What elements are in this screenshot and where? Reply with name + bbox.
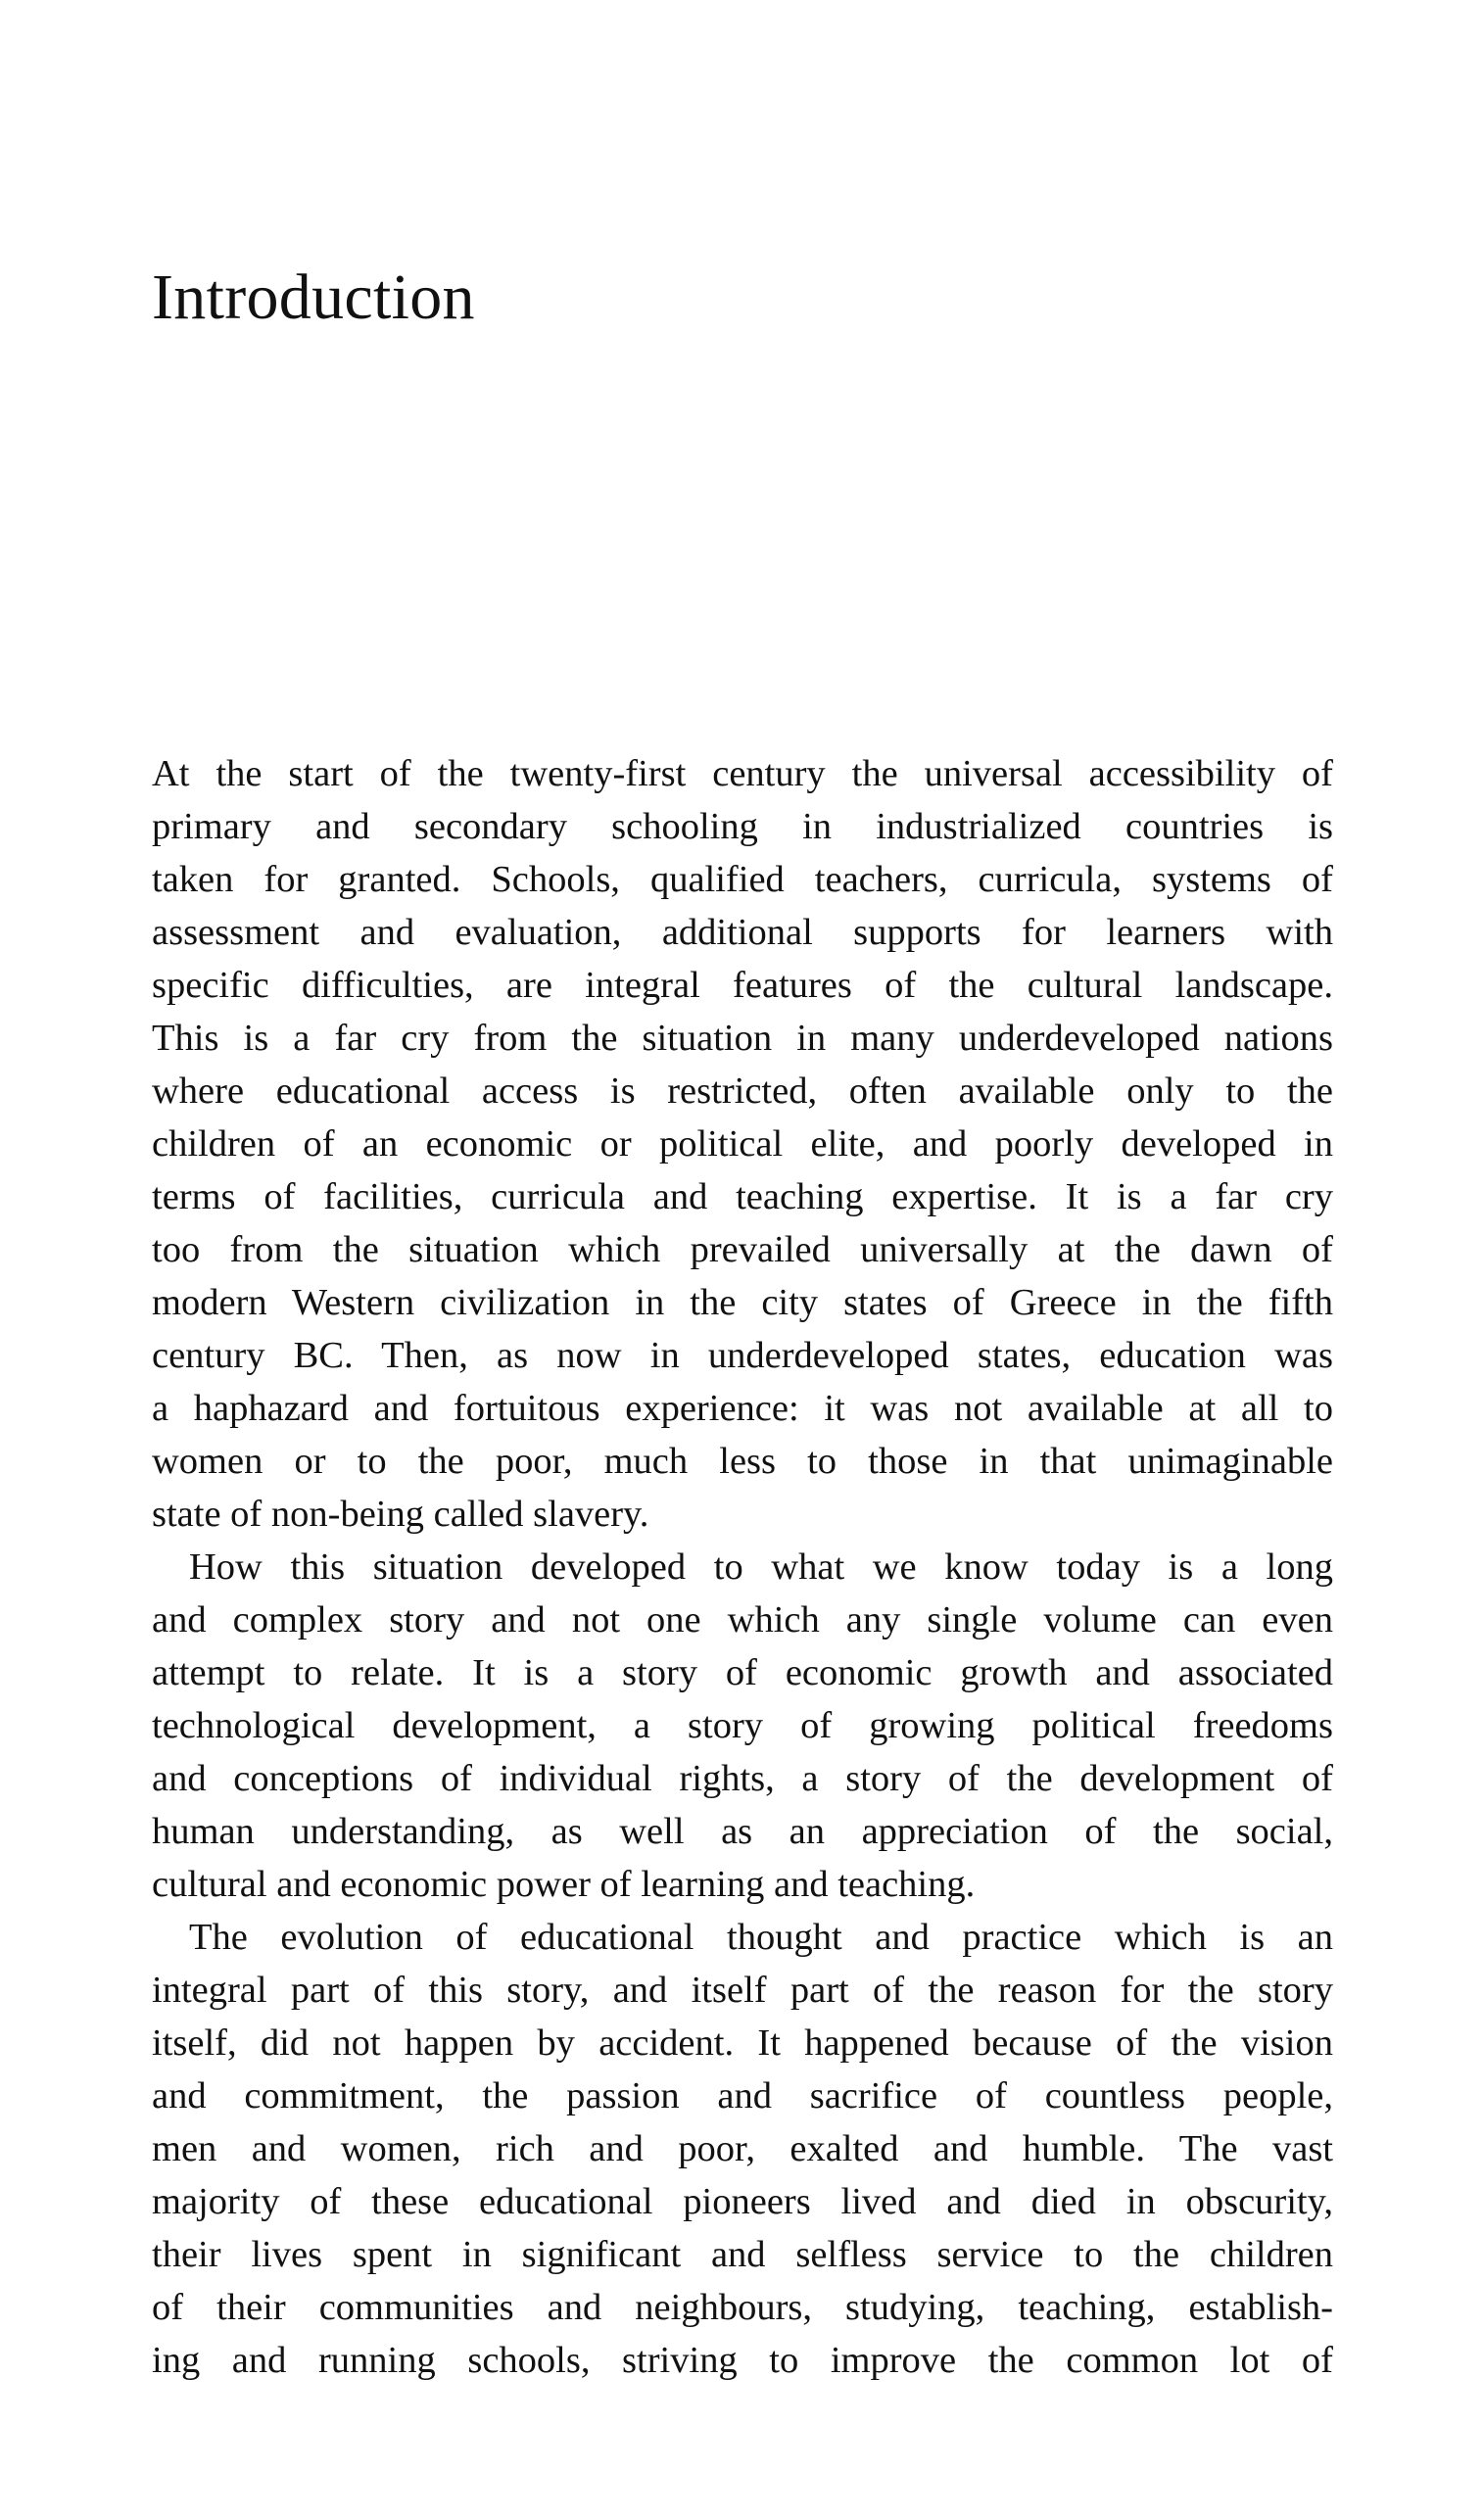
text-line: and complex story and not one which any single volume can even (152, 1599, 1333, 1640)
text-line: of their communities and neighbours, studying, teaching, establish- (152, 2287, 1333, 2328)
text-line: too from the situation which prevailed universally at the dawn of (152, 1229, 1333, 1270)
paragraph-1 (152, 747, 1333, 1541)
paragraph-2 (152, 1541, 1333, 1911)
text-line: men and women, rich and poor, exalted and humble. The vast (152, 2128, 1333, 2169)
text-line: assessment and evaluation, additional supports for learners with (152, 912, 1333, 953)
text-line: a haphazard and fortuitous experience: it was not available at all to (152, 1388, 1333, 1429)
text-line: attempt to relate. It is a story of economic growth and associated (152, 1652, 1333, 1693)
text-line: and conceptions of individual rights, a story of the development of (152, 1758, 1333, 1799)
chapter-title: Introduction (152, 262, 475, 333)
text-line: At the start of the twenty-first century the universal accessibility of (152, 753, 1333, 794)
body-text (152, 747, 1333, 2387)
text-line: human understanding, as well as an appreciation of the social, (152, 1811, 1333, 1852)
text-line: technological development, a story of growing political freedoms (152, 1705, 1333, 1746)
text-line: their lives spent in significant and selfless service to the children (152, 2234, 1333, 2275)
text-line: terms of facilities, curricula and teaching expertise. It is a far cry (152, 1176, 1333, 1217)
text-line: children of an economic or political elite, and poorly developed in (152, 1123, 1333, 1165)
text-line: and commitment, the passion and sacrifice of countless people, (152, 2075, 1333, 2116)
text-line: where educational access is restricted, often available only to the (152, 1070, 1333, 1112)
text-line: specific difficulties, are integral features of the cultural landscape. (152, 965, 1333, 1006)
text-line: state of non-being called slavery. (152, 1494, 649, 1535)
text-line: integral part of this story, and itself part of the reason for the story (152, 1970, 1333, 2011)
text-line: modern Western civilization in the city states of Greece in the fifth (152, 1282, 1333, 1323)
text-line: century BC. Then, as now in underdeveloped states, education was (152, 1335, 1333, 1376)
text-line: itself, did not happen by accident. It happened because of the vision (152, 2022, 1333, 2064)
paragraph-3 (152, 1911, 1333, 2387)
text-line: How this situation developed to what we know today is a long (189, 1546, 1333, 1588)
text-line: majority of these educational pioneers lived and died in obscurity, (152, 2181, 1333, 2222)
text-line: women or to the poor, much less to those in that unimaginable (152, 1441, 1333, 1482)
text-line: taken for granted. Schools, qualified teachers, curricula, systems of (152, 859, 1333, 900)
text-line: This is a far cry from the situation in many underdeveloped nations (152, 1018, 1333, 1059)
text-line: cultural and economic power of learning and teaching. (152, 1864, 976, 1905)
text-line: The evolution of educational thought and practice which is an (189, 1917, 1333, 1958)
text-line: primary and secondary schooling in industrialized countries is (152, 806, 1333, 847)
text-line: ing and running schools, striving to improve the common lot of (152, 2340, 1333, 2381)
